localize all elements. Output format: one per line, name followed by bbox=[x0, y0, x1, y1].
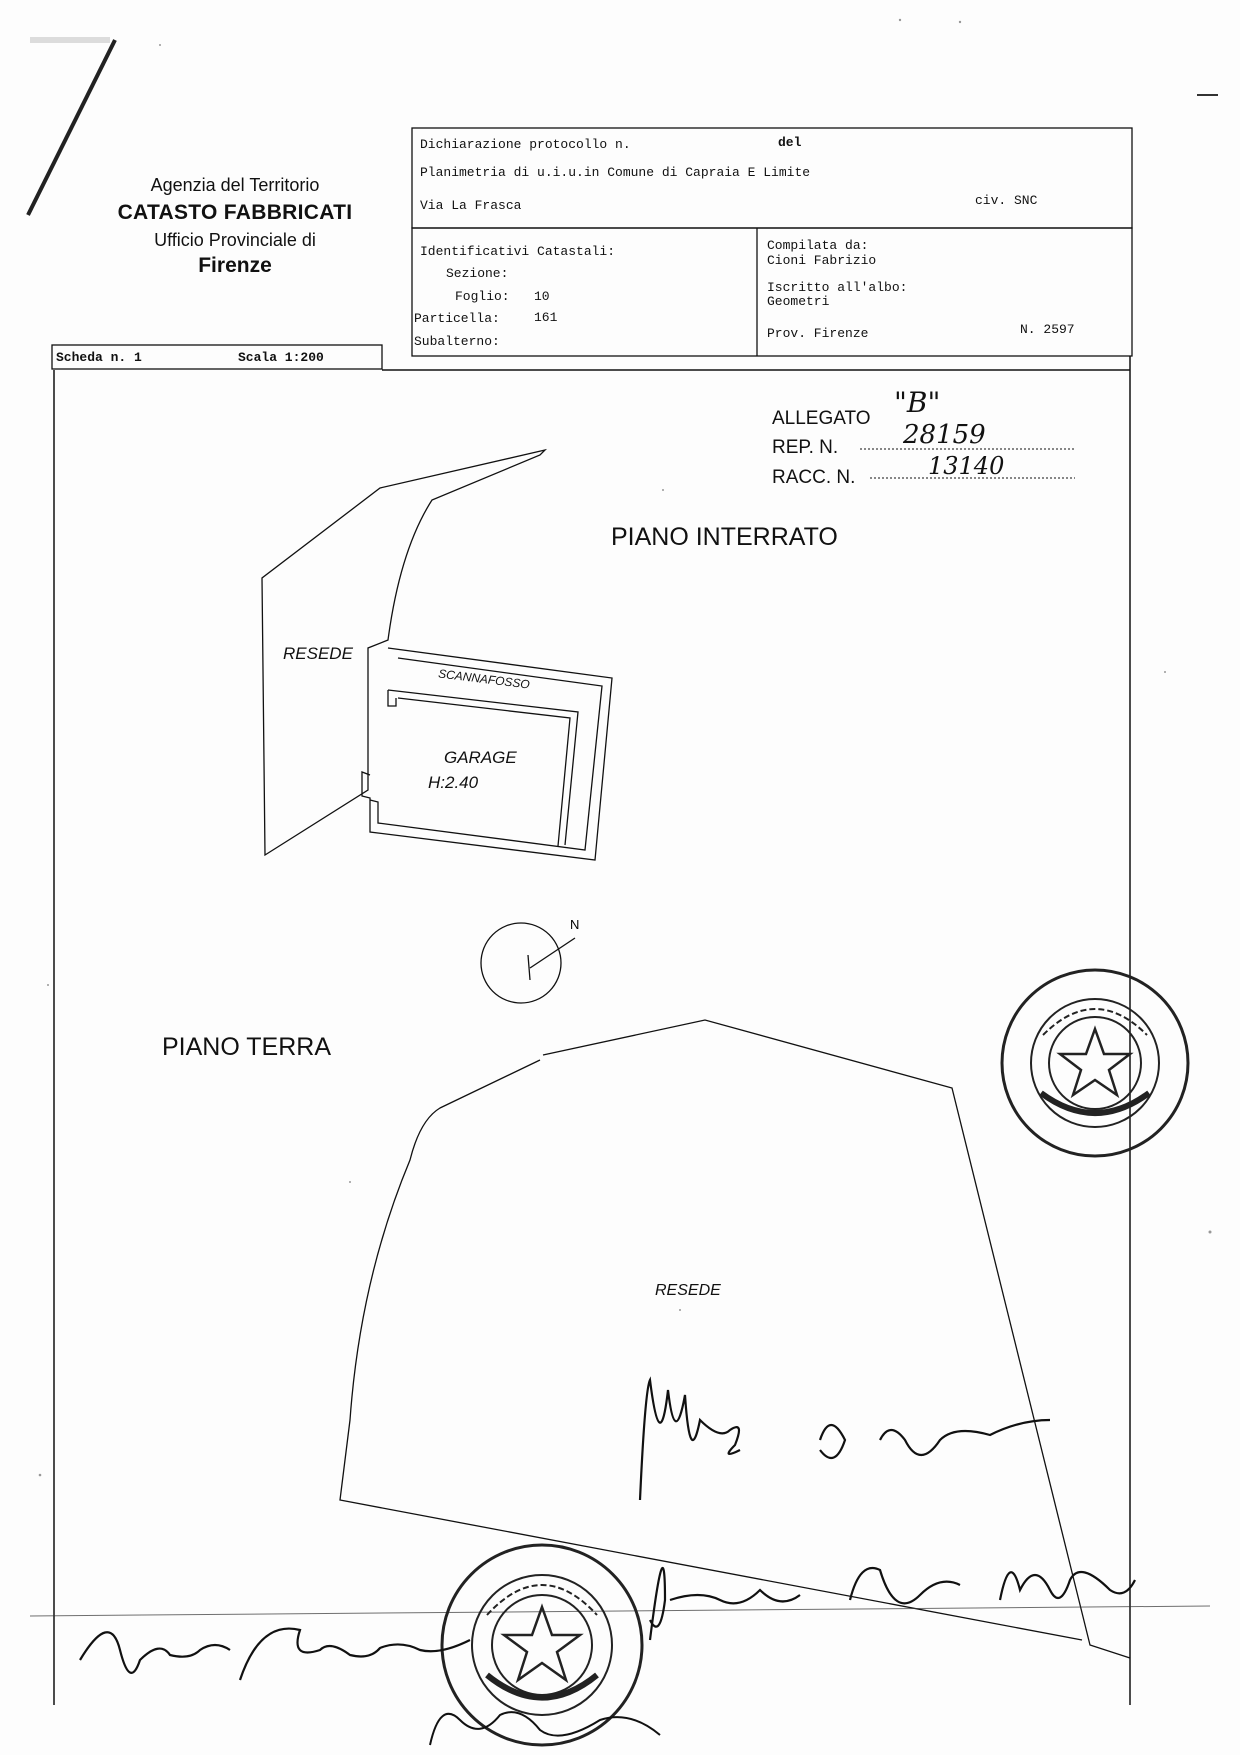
piano-terra-label: PIANO TERRA bbox=[162, 1033, 332, 1061]
resede-lower-label: RESEDE bbox=[655, 1282, 721, 1299]
particella-label: Particella: bbox=[414, 311, 500, 326]
signature-left bbox=[80, 1629, 470, 1680]
signature-upper bbox=[640, 1380, 1050, 1500]
particella-value: 161 bbox=[534, 310, 558, 325]
planimetria-line: Planimetria di u.i.u.in Comune di Capraia E Limite bbox=[420, 165, 811, 180]
rep-label: REP. N. bbox=[772, 437, 839, 458]
garage-label: GARAGE bbox=[444, 748, 517, 767]
scannafosso-label: SCANNAFOSSO bbox=[437, 666, 531, 692]
albo-value: Geometri bbox=[767, 294, 830, 309]
racc-label: RACC. N. bbox=[772, 467, 856, 488]
agency-title: Agenzia del Territorio bbox=[150, 175, 320, 195]
rep-value: 28159 bbox=[903, 420, 986, 450]
via-line: Via La Frasca bbox=[420, 198, 522, 213]
office-city: Firenze bbox=[198, 254, 272, 277]
resede-upper-label: RESEDE bbox=[283, 644, 353, 663]
compilata-name: Cioni Fabrizio bbox=[767, 253, 877, 268]
allegato-label: ALLEGATO bbox=[772, 408, 871, 429]
iscritto-label: Iscritto all'albo: bbox=[767, 280, 908, 295]
protocol-label: Dichiarazione protocollo n. bbox=[420, 137, 631, 152]
signature-bottom bbox=[430, 1712, 660, 1745]
albo-number: N. 2597 bbox=[1020, 322, 1075, 337]
prov-value: Prov. Firenze bbox=[767, 326, 869, 341]
garage-height: H:2.40 bbox=[428, 773, 479, 792]
allegato-letter: "B" bbox=[894, 386, 941, 419]
racc-value: 13140 bbox=[928, 452, 1005, 480]
scala-label: Scala 1:200 bbox=[238, 350, 324, 365]
protocol-del: del bbox=[778, 135, 802, 150]
piano-interrato-label: PIANO INTERRATO bbox=[611, 523, 838, 551]
north-label: N bbox=[570, 917, 580, 932]
scheda-label: Scheda n. 1 bbox=[56, 350, 142, 365]
identificativi-title: Identificativi Catastali: bbox=[420, 244, 616, 259]
compilata-label: Compilata da: bbox=[767, 238, 869, 253]
office-label: Ufficio Provinciale di bbox=[154, 230, 316, 250]
subalterno-label: Subalterno: bbox=[414, 334, 500, 349]
foglio-label: Foglio: bbox=[455, 289, 510, 304]
signature-right bbox=[650, 1568, 1135, 1640]
catasto-title: CATASTO FABBRICATI bbox=[117, 201, 353, 224]
sezione-label: Sezione: bbox=[446, 266, 509, 281]
foglio-value: 10 bbox=[534, 289, 550, 304]
civ-value: civ. SNC bbox=[975, 193, 1038, 208]
